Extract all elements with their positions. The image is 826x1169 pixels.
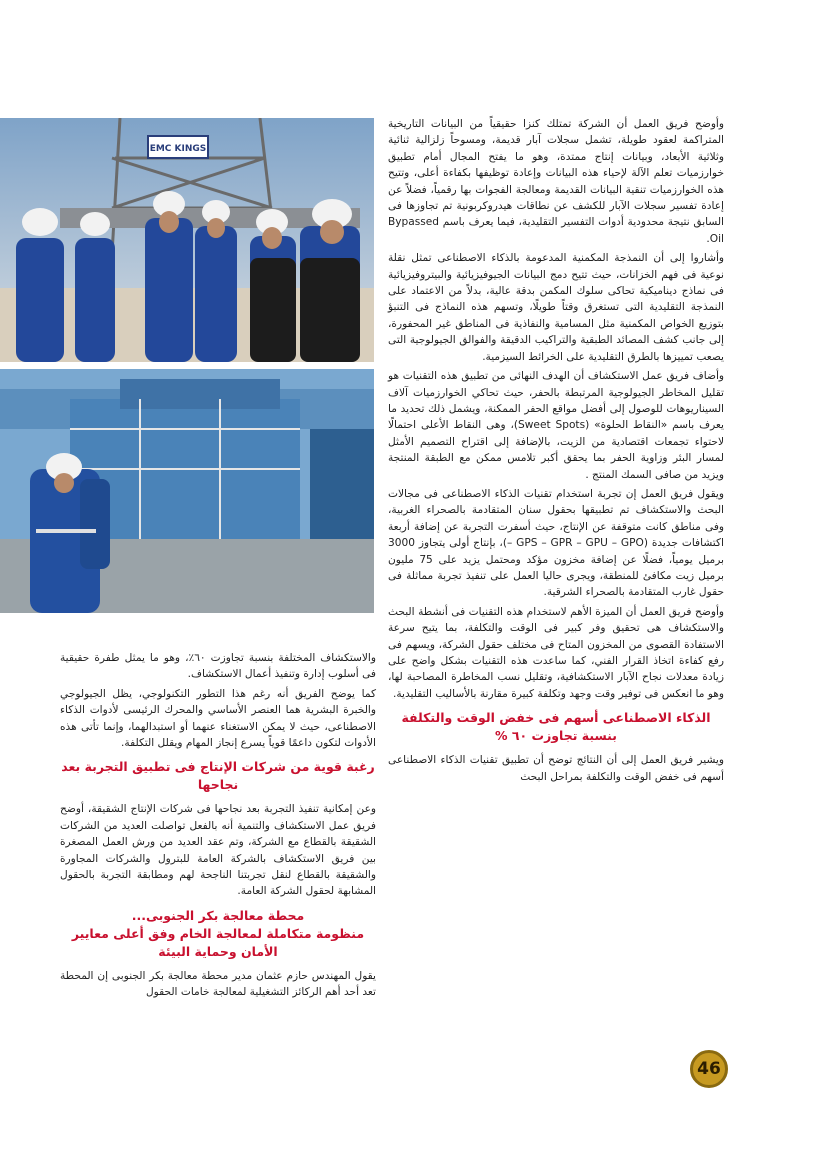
- article-paragraph: وأشاروا إلى أن النمذجة المكمنية المدعومة بالذكاء الاصطناعى تمثل نقلة نوعية فى فهم الخزانات، حيث تتيح دمج البيانات الجيوفيزيائية والبيتروفيزيائية فى نماذج ديناميكية تحاكى سلوك المكمن بدقة عالية، بدلاً من الاعتماد على النمذجة التقليدية التى تستغرق وقتاً طويلًا، وتسهم هذه النماذج فى التنبؤ بتوزيع الخواص المكمنية مثل المسامية والنفاذية فى المناطق غير المحفورة، إلى جانب كشف المصائد الطبقية والتراكيب الدقيقة والفوالق الجيولوجية التى يصعب تمييزها بالطرق التقليدية على الخرائط السيزمية.: [388, 252, 724, 363]
- article-paragraph: كما يوضح الفريق أنه رغم هذا التطور التكنولوجي، يظل الجيولوجي والخبرة البشرية هما العنصر الأساسي والمحرك الرئيسى لأدوات الذكاء الاصطناعى، حيث لا يمكن الاستغناء عنهما أو استبدالهما، وإنما تأتى هذه الأدوات لتكون داعمًا قوياً يسرع إنجاز المهام ويقلل التكلفة.: [60, 687, 376, 750]
- photo-offshore-platform: [0, 369, 374, 613]
- article-paragraph: يقول المهندس حازم عثمان مدير محطة معالجة بكر الجنوبى إن المحطة تعد أحد أهم الركائز التشغيلية لمعالجة خامات الحقول: [60, 969, 376, 999]
- article-paragraph: والاستكشاف المختلفة بنسبة تجاوزت ٦٠٪، وهو ما يمثل طفرة حقيقية فى أسلوب إدارة وتنفيذ أعمال الاستكشاف.: [60, 652, 376, 681]
- article-paragraph: ويشير فريق العمل إلى أن النتائج توضح أن تطبيق تقنيات الذكاء الاصطناعى أسهم فى خفض الوقت والتكلفة بمراحل البحث: [388, 754, 724, 783]
- article-paragraph: ويقول فريق العمل إن تجربة استخدام تقنيات الذكاء الاصطناعى فى مجالات البحث والاستكشاف تم تطبيقها بحقول سنان المتقادمة بالصحراء الغربية، وفى مناطق كانت متوقفة عن الإنتاج، حيث أسفرت التجربة عن إضافة أربعة اكتشافات جديدة (GPS – GPR – GPU – GPO –)، بإنتاج أولى يتجاوز 3000 برميل يومياً، فضلًا عن إضافة مخزون مؤكد ومحتمل يزيد على 75 مليون برميل زيت مكافئ للمنطقة، ويجرى حاليا العمل على تنفيذ تجربة مماثلة فى حقول غارب المتقادمة بالصحراء الشرقية.: [388, 487, 725, 599]
- article-paragraph: وأضاف فريق عمل الاستكشاف أن الهدف النهائى من تطبيق هذه التقنيات هو تقليل المخاطر الجيولوجية المرتبطة بالحفر، حيث تحاكي الخوارزميات آلاف السيناريوهات للوصول إلى أفضل مواقع الحفر الممكنة، ويشمل ذلك تحديد ما يعرف باسم «النقاط الحلوة» (Sweet Spots)، وهى النقاط الأعلى احتمالًا لاحتواء تجمعات اقتصادية من الزيت، بالإضافة إلى اقتراح التصميم الأمثل لمسار البئر وزاوية الحفر بما يحقق أكبر تلامس ممكن مع الطبقة المنتجة ويزيد من صافى السمك المنتج .: [388, 370, 724, 481]
- section-heading-companies: رغبة قوية من شركات الإنتاج فى تطبيق التجربة بعد نجاحها: [61, 759, 375, 793]
- photo-workers-rig-image: [0, 118, 374, 362]
- section-heading-ai-cost: الذكاء الاصطناعى أسهم فى خفض الوقت والتكلفة بنسبة تجاوزت ٦٠ %: [401, 710, 711, 744]
- right-text-column: [388, 116, 724, 788]
- article-paragraph: وأوضح فريق العمل أن الشركة تمتلك كنزا حقيقياً من البيانات التاريخية المتراكمة لعقود طويلة، تشمل سجلات آبار قديمة، ومسوحاً زلزالية ثنائية وثلاثية الأبعاد، وبيانات إنتاج ممتدة، وهو ما يفتح المجال أمام تطبيق خوارزميات تعلم الآلة لإحياء هذه البيانات وإعادة توظيفها بكفاءة أعلى، وتتيح هذه الخوارزميات تنقية البيانات القديمة ومعالجة الفجوات بها رقمياً، فضلاً عن إعادة تفسير سجلات الآبار للكشف عن نطاقات هيدروكربونية تم تجاوزها فى السابق نتيجة محدودية أدوات التفسير التقليدية، فيما يعرف باسم Bypassed Oil.: [388, 118, 724, 245]
- photo-workers-rig: [0, 118, 374, 362]
- page-number-badge: 46: [690, 1050, 728, 1088]
- photo-offshore-platform-image: [0, 369, 374, 613]
- rig-sign: EMC KINGS: [149, 144, 207, 154]
- section-heading-station: محطة معالجة بكر الجنوبى...: [131, 907, 305, 923]
- section-subheading-station: منظومة متكاملة لمعالجة الخام وفق أعلى معايير الأمان وحماية البيئة: [71, 925, 365, 959]
- left-text-column: [60, 650, 376, 1004]
- article-paragraph: وعن إمكانية تنفيذ التجربة بعد نجاحها فى شركات الإنتاج الشقيقة، أوضح فريق عمل الاستكشاف والتنمية أنه بالفعل تواصلت العديد من الشركات الشقيقة بالقطاع مع الشركة، وتم عقد العديد من ورش العمل المصغرة بين فريق الاستكشاف بالشركة العامة للبترول والشركات المجاورة والشقيقة بالقطاع لنقل تجربتنا الناجحة لهم ومطابقة التجربة بالحقول المشابهة لحقول الشركة العامة.: [60, 803, 376, 898]
- article-paragraph: وأوضح فريق العمل أن الميزة الأهم لاستخدام هذه التقنيات فى أنشطة البحث والاستكشاف هى تحقيق وفر كبير فى الوقت والتكلفة، بما يتيح سرعة الاستفادة القصوى من المخزون المتاح فى مختلف حقول الشركة، ويسهم فى رفع كفاءة اتخاذ القرار الفني، كما ساعدت هذه التقنيات بشكل واضح على زيادة معدلات نجاح الآبار الاستكشافية، وتقليل نسب المخاطرة المصاحبة لها، وهو ما انعكس فى توفير وقت وجهد وتكلفة كبيرة مقارنة بالأساليب التقليدية.: [388, 605, 724, 700]
